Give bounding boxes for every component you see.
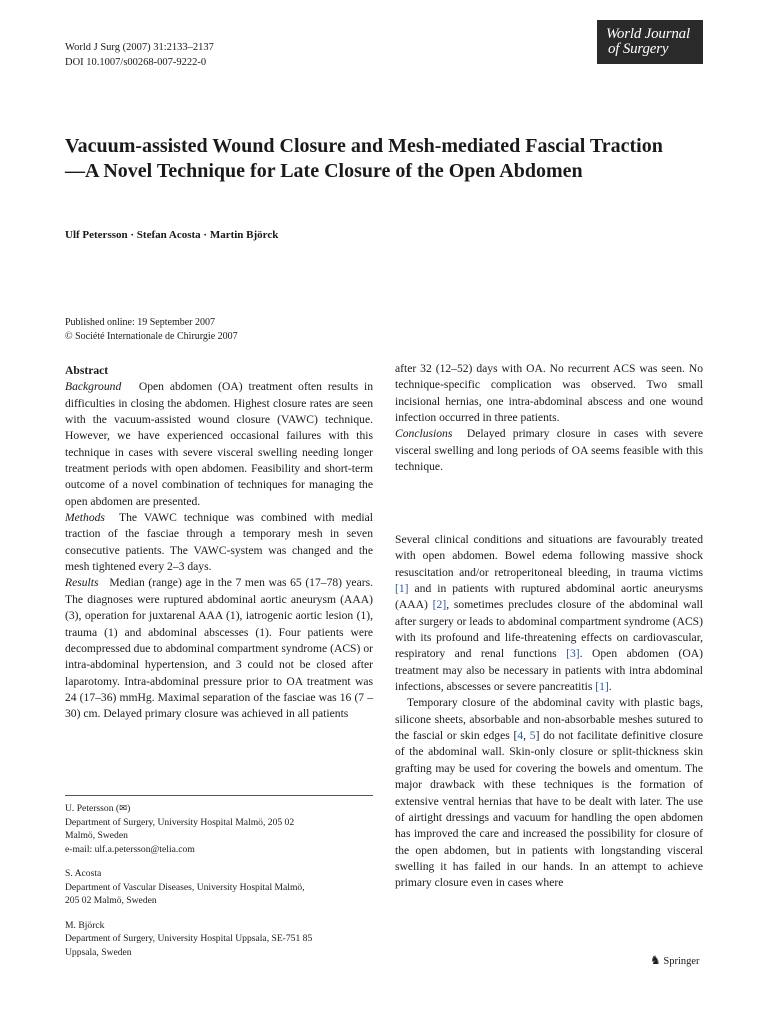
article-title: Vacuum-assisted Wound Closure and Mesh-mediated Fascial Traction—A Novel Technique for Late Closure of the Open Abdomen (65, 135, 663, 182)
methods-label: Methods (65, 511, 105, 525)
affiliation-line: 205 02 Malmö, Sweden (65, 895, 157, 906)
copyright-line: © Société Internationale de Chirurgie 2007 (65, 331, 238, 342)
affiliation-author: M. Björck (65, 919, 105, 931)
affiliation-author: U. Petersson (✉) (65, 803, 131, 814)
abstract-conclusions (395, 426, 703, 475)
citation-link[interactable]: 4 (517, 729, 524, 743)
abstract-methods (65, 510, 373, 575)
body-paragraph: Temporary closure of the abdominal cavity with plastic bags, silicone sheets, absorbable and non-absorbable meshes sutured to the fascial or skin edges [4, 5] do not facilitate definitive closure of the abdominal wall. Skin-only closure or split-thickness skin grafting may be used for covering the bowels and omentum. The major drawback with these techniques is the formation of extensive ventral hernias that have to be dealt with later. The use of airtight dressings and vacuum for handling the open abdomen has improved the care and increased the possibility for closure of the open abdomen, but in patients with longstanding visceral swelling it has failed in our hands. In an attempt to achieve primary closure even in cases where (395, 696, 704, 890)
methods-text: The VAWC technique was combined with medial traction of the fasciae through a temporary mesh in seven consecutive patients. The VAWC-system was changed and the mesh tightened every 2–3 days. (65, 511, 374, 574)
results-label: Results (65, 576, 99, 590)
published-date: Published online: 19 September 2007 (65, 317, 215, 328)
author-list: Ulf Petersson · Stefan Acosta · Martin Björck (65, 229, 279, 241)
abstract-results (65, 575, 373, 722)
affiliation-line: Department of Surgery, University Hospital Malmö, 205 02 (65, 816, 295, 828)
logo-line-1: World Journal (606, 26, 690, 42)
body-text (395, 532, 703, 892)
citation-link[interactable]: [2] (432, 598, 447, 612)
results-text: Median (range) age in the 7 men was 65 (17–78) years. The diagnoses were ruptured abdominal aortic aneurysm (AAA) (3), operation for juxtarenal AAA (1), iatrogenic aortic lesion (1), trauma (1) and abdominal abscesses (1). Four patients were decompressed due to abdominal compartment syndrome (ACS) or intra-abdominal hypertension, and 3 could not be closed after laparotomy. Intra-abdominal pressure prior to OA treatment was 24 (17–36) mmHg. Maximal separation of the fasciae was 16 (7 –30) cm. Delayed primary closure was achieved in all patients (65, 576, 373, 721)
publisher-mark (650, 953, 700, 968)
citation-link[interactable]: 5 (529, 729, 536, 743)
logo-line-2: of Surgery (608, 41, 669, 57)
abstract-column-left (65, 363, 373, 723)
affiliation-line: Department of Surgery, University Hospital Uppsala, SE-751 85 (65, 933, 313, 944)
background-text: Open abdomen (OA) treatment often results in difficulties in closing the abdomen. Highest closure rates are seen with the vacuum-assisted wound closure (VAWC) technique. However, we have experienced occasional failures with this technique in cases with severe visceral swelling needing longer treatment periods with open abdomen. Feasibility and short-term outcome of a novel combination of techniques for managing the open abdomen are presented. (65, 380, 373, 508)
footnote-divider (65, 795, 373, 796)
citation-link[interactable]: [1] (595, 680, 609, 694)
conclusions-label: Conclusions (395, 427, 453, 441)
abstract-heading: Abstract (65, 364, 109, 377)
background-label: Background (65, 380, 122, 394)
abstract-column-right (395, 361, 703, 475)
journal-logo (597, 20, 703, 64)
conclusions-text: Delayed primary closure in cases with severe visceral swelling and long periods of OA seems feasible with this technique. (395, 427, 703, 474)
citation-link[interactable]: [1] (395, 582, 409, 596)
affiliation (65, 802, 373, 856)
abstract-results-continued (395, 361, 703, 426)
affiliation-author: S. Acosta (65, 868, 102, 879)
citation: World J Surg (2007) 31:2133–2137 (65, 42, 214, 53)
springer-horse-icon: ♞ (650, 953, 661, 967)
publication-info (65, 316, 238, 344)
publisher-name: Springer (663, 956, 700, 967)
affiliations (65, 802, 373, 970)
doi-link[interactable]: DOI 10.1007/s00268-007-9222-0 (65, 57, 207, 68)
body-paragraph: Several clinical conditions and situations are favourably treated with open abdomen. Bowel edema following massive shock resuscitation and/or retroperitoneal bleeding, in trauma victims [1] and in patients with ruptured abdominal aortic aneurysms (AAA) [2], sometimes precludes closure of the abdominal wall after surgery or leads to abdominal compartment syndrome (ACS) with its profound and life-threatening effects on cardiovascular, respiratory and renal functions [3]. Open abdomen (OA) treatment may also be necessary in patients with intra abdominal infections, abscesses or severe pancreatitis [1]. (395, 533, 704, 694)
citation-link[interactable]: [3] (566, 647, 580, 661)
journal-reference (65, 40, 214, 70)
affiliation (65, 867, 373, 908)
affiliation-line: Malmö, Sweden (65, 830, 128, 841)
affiliation (65, 919, 373, 960)
abstract-background (65, 379, 373, 510)
email-link[interactable]: e-mail: ulf.a.petersson@telia.com (65, 843, 195, 855)
affiliation-line: Department of Vascular Diseases, University Hospital Malmö, (65, 881, 305, 893)
results-text-continued: after 32 (12–52) days with OA. No recurrent ACS was seen. No technique-specific complication was observed. Two small incisional hernias, one intra-abdominal abscess and one wound infection occurred in three patients. (395, 362, 703, 425)
affiliation-line: Uppsala, Sweden (65, 946, 132, 958)
